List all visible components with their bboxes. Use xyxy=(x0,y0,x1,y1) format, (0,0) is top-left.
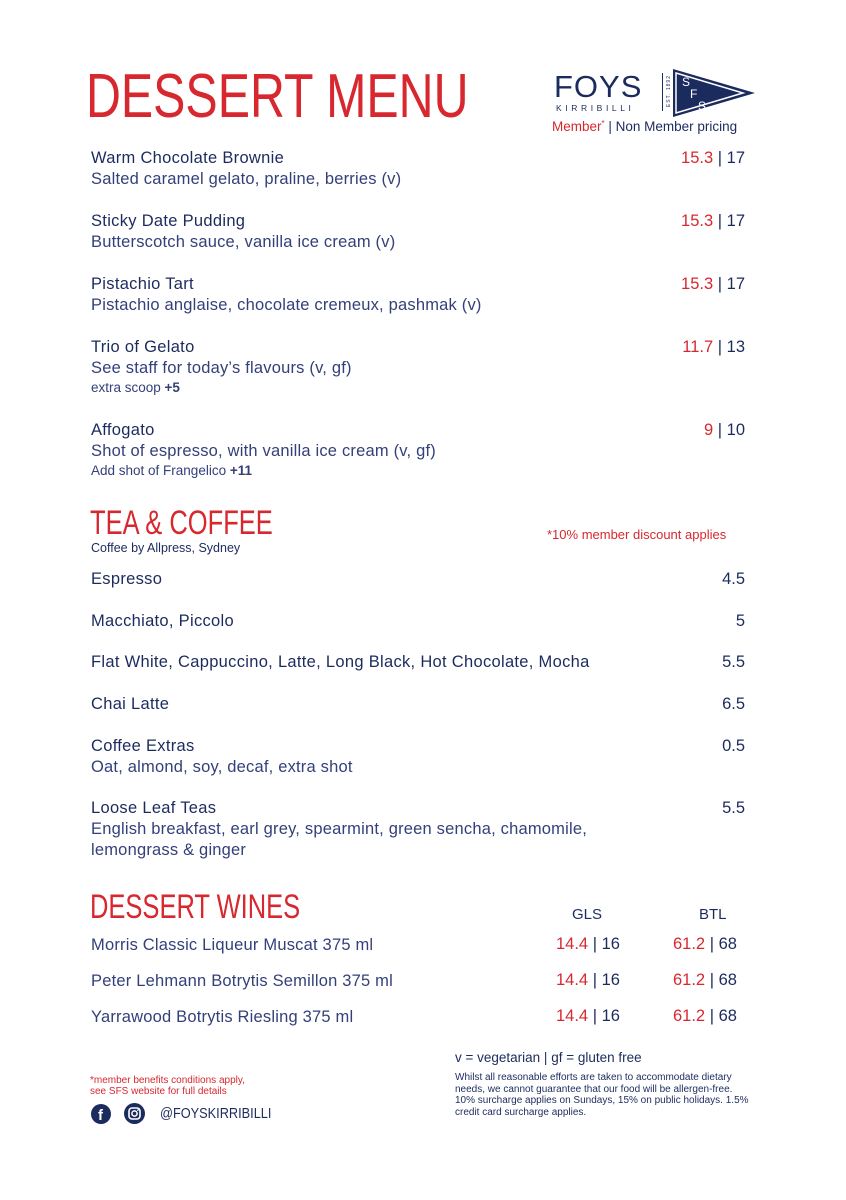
member-mark: * xyxy=(601,119,605,128)
member-label: Member xyxy=(552,119,602,134)
wine-name: Morris Classic Liqueur Muscat 375 ml xyxy=(91,936,374,954)
wine-bottle-price xyxy=(673,935,737,954)
member-price: 61.2 xyxy=(673,971,706,989)
coffee-item-description-2: lemongrass & ginger xyxy=(91,841,247,859)
wine-name: Peter Lehmann Botrytis Semillon 375 ml xyxy=(91,972,393,990)
dessert-description: See staff for today’s flavours (v, gf) xyxy=(91,359,352,377)
tea-coffee-subtitle: Coffee by Allpress, Sydney xyxy=(91,541,241,555)
coffee-item-name: Flat White, Cappuccino, Latte, Long Black, Hot Chocolate, Mocha xyxy=(91,653,590,671)
wine-bottle-price xyxy=(673,971,737,990)
coffee-item-price: 5.5 xyxy=(722,653,745,671)
price-separator: | xyxy=(705,971,719,989)
member-price: 11.7 xyxy=(682,338,714,356)
wine-glass-price xyxy=(556,935,620,954)
social-handle[interactable]: @FOYSKIRRIBILLI xyxy=(160,1105,272,1122)
price-separator: | xyxy=(713,275,727,293)
member-price: 14.4 xyxy=(556,1007,589,1025)
coffee-item-name: Macchiato, Piccolo xyxy=(91,612,234,630)
member-note-line-2: see SFS website for full details xyxy=(90,1086,227,1097)
dessert-extra xyxy=(91,463,252,478)
non-member-price: 17 xyxy=(726,275,745,293)
instagram-icon[interactable] xyxy=(124,1103,145,1124)
dessert-wines-title: DESSERT WINES xyxy=(90,888,301,926)
pricing-legend xyxy=(552,119,737,134)
member-benefits-note xyxy=(90,1075,245,1097)
logo-subtitle: KIRRIBILLI xyxy=(556,103,635,113)
coffee-item-name: Loose Leaf Teas xyxy=(91,799,217,817)
page-title: DESSERT MENU xyxy=(86,62,469,131)
member-note-line-1: *member benefits conditions apply, xyxy=(90,1075,245,1086)
price-separator: | xyxy=(705,1007,719,1025)
dessert-name: Affogato xyxy=(91,421,155,439)
coffee-item-price: 0.5 xyxy=(722,737,745,755)
dietary-legend: v = vegetarian | gf = gluten free xyxy=(455,1050,642,1065)
coffee-item-price: 5 xyxy=(735,612,745,630)
price-separator: | xyxy=(713,338,727,356)
dessert-description: Butterscotch sauce, vanilla ice cream (v) xyxy=(91,233,396,251)
wine-name: Yarrawood Botrytis Riesling 375 ml xyxy=(91,1008,354,1026)
coffee-item-description: Oat, almond, soy, decaf, extra shot xyxy=(91,758,353,776)
dessert-extra-price: +5 xyxy=(164,380,180,395)
logo-divider xyxy=(662,73,663,111)
svg-text:S: S xyxy=(698,99,707,113)
non-member-price: 13 xyxy=(726,338,745,356)
price-separator: | xyxy=(705,935,719,953)
logo-name: FOYS xyxy=(554,69,643,104)
non-member-price: 17 xyxy=(726,212,745,230)
dessert-price xyxy=(704,421,745,440)
non-member-price: 16 xyxy=(601,971,620,989)
dessert-description: Salted caramel gelato, praline, berries (v) xyxy=(91,170,402,188)
facebook-icon[interactable] xyxy=(91,1104,111,1124)
price-separator: | xyxy=(713,212,727,230)
coffee-item-price: 5.5 xyxy=(722,799,745,817)
member-price: 14.4 xyxy=(556,935,589,953)
non-member-price: 68 xyxy=(718,935,737,953)
non-member-price: 68 xyxy=(718,971,737,989)
coffee-item-description: English breakfast, earl grey, spearmint, green sencha, chamomile, xyxy=(91,820,588,838)
dessert-price xyxy=(681,149,745,168)
allergen-disclaimer: Whilst all reasonable efforts are taken to accommodate dietary needs, we cannot guarantee that our food will be allergen-free. 10% surcharge applies on Sundays, 15% on public holidays. 1.5% credit card surcharge applies. xyxy=(455,1072,749,1118)
coffee-item-price: 6.5 xyxy=(722,695,745,713)
member-price: 61.2 xyxy=(673,935,706,953)
non-member-price: 16 xyxy=(601,935,620,953)
coffee-item-name: Chai Latte xyxy=(91,695,170,713)
wine-bottle-price xyxy=(673,1007,737,1026)
member-discount-note: *10% member discount applies xyxy=(547,527,727,542)
member-price: 15.3 xyxy=(681,149,714,167)
price-separator: | xyxy=(588,1007,602,1025)
dessert-extra xyxy=(91,380,180,395)
btl-column-header: BTL xyxy=(699,906,727,923)
non-member-price: 68 xyxy=(718,1007,737,1025)
tea-coffee-title: TEA & COFFEE xyxy=(90,504,273,542)
dessert-name: Trio of Gelato xyxy=(91,338,195,356)
svg-text:f: f xyxy=(98,1107,103,1124)
logo-est: EST. 1892 xyxy=(666,75,672,108)
member-price: 15.3 xyxy=(681,275,714,293)
dessert-price xyxy=(682,338,745,357)
dessert-price xyxy=(681,275,745,294)
svg-text:S: S xyxy=(682,75,691,89)
dessert-name: Pistachio Tart xyxy=(91,275,194,293)
non-member-price: 10 xyxy=(726,421,745,439)
price-separator: | xyxy=(713,149,727,167)
price-separator: | xyxy=(588,935,602,953)
member-price: 15.3 xyxy=(681,212,714,230)
member-price: 9 xyxy=(703,421,714,439)
wine-glass-price xyxy=(556,971,620,990)
dessert-description: Shot of espresso, with vanilla ice cream (v, gf) xyxy=(91,442,436,460)
member-price: 61.2 xyxy=(673,1007,706,1025)
wine-glass-price xyxy=(556,1007,620,1026)
dessert-name: Sticky Date Pudding xyxy=(91,212,246,230)
dessert-price xyxy=(681,212,745,231)
dessert-description: Pistachio anglaise, chocolate cremeux, pashmak (v) xyxy=(91,296,482,314)
price-separator: | xyxy=(588,971,602,989)
svg-text:F: F xyxy=(690,87,698,101)
non-member-label: | Non Member pricing xyxy=(604,119,738,134)
non-member-price: 17 xyxy=(726,149,745,167)
gls-column-header: GLS xyxy=(572,906,603,923)
member-price: 14.4 xyxy=(556,971,589,989)
dessert-name: Warm Chocolate Brownie xyxy=(91,149,285,167)
coffee-item-name: Coffee Extras xyxy=(91,737,195,755)
coffee-item-price: 4.5 xyxy=(722,570,745,588)
dessert-extra-price: +11 xyxy=(229,463,252,478)
dessert-extra-label: extra scoop xyxy=(91,380,165,395)
price-separator: | xyxy=(713,421,727,439)
coffee-item-name: Espresso xyxy=(91,570,163,588)
sfs-flag-logo xyxy=(673,69,755,117)
non-member-price: 16 xyxy=(601,1007,620,1025)
dessert-extra-label: Add shot of Frangelico xyxy=(91,463,230,478)
